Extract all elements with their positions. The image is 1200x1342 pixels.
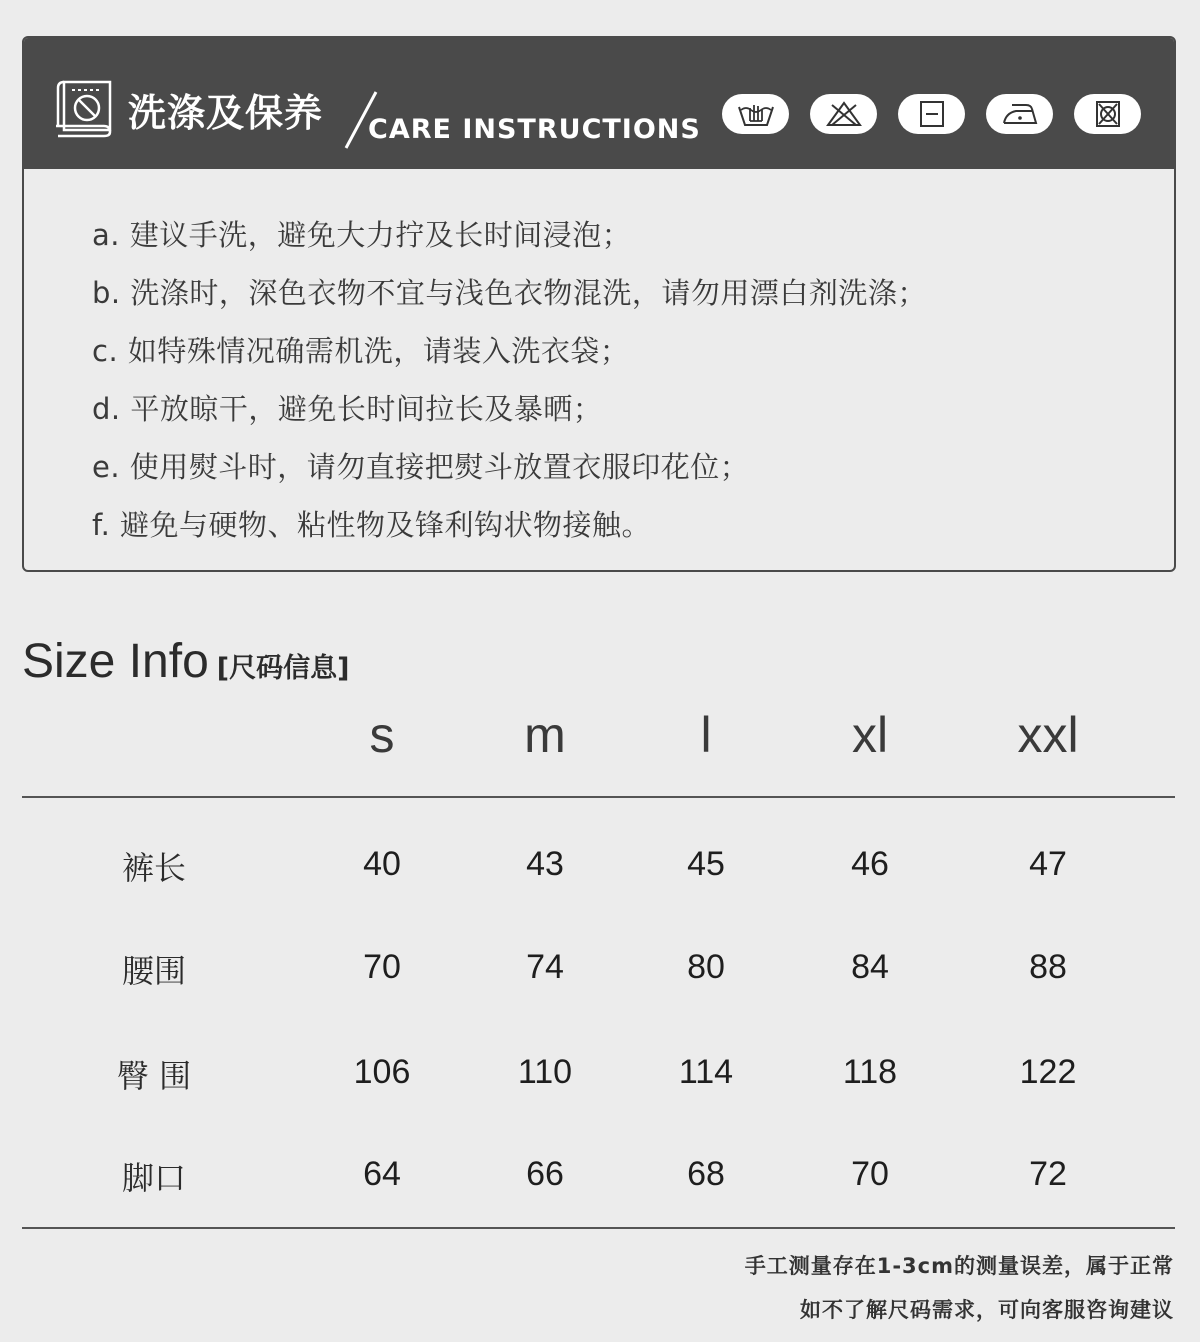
row-label-waist: 腰围: [121, 952, 186, 990]
flat-dry-icon: [898, 94, 965, 134]
care-title-en: CARE INSTRUCTIONS: [368, 114, 701, 145]
row-label-length: 裤长: [121, 849, 186, 887]
table-cell: 114: [678, 1053, 734, 1091]
table-cell: 68: [687, 1155, 725, 1193]
table-cell: 40: [363, 845, 401, 883]
table-cell: 45: [687, 845, 725, 883]
table-cell: 70: [363, 948, 401, 986]
column-header-m: m: [524, 707, 566, 763]
table-cell: 43: [526, 845, 564, 883]
hand-wash-icon: [722, 94, 789, 134]
table-cell: 88: [1029, 948, 1067, 986]
row-label-hip: 臀 围: [116, 1057, 192, 1095]
column-header-s: s: [369, 707, 395, 763]
care-line-f: f. 避免与硬物、粘性物及锋利钩状物接触。: [92, 508, 652, 542]
table-cell: 66: [526, 1155, 564, 1193]
row-label-hem: 脚口: [121, 1159, 186, 1197]
table-cell: 118: [842, 1053, 898, 1091]
care-line-b: b. 洗涤时，深色衣物不宜与浅色衣物混洗，请勿用漂白剂洗涤；: [92, 276, 927, 310]
measurement-note: 手工测量存在1-3cm的测量误差，属于正常: [744, 1254, 1174, 1278]
table-cell: 64: [363, 1155, 401, 1193]
no-tumble-dry-icon: [1074, 94, 1141, 134]
care-symbols: [722, 94, 1141, 134]
column-header-xxl: xxl: [1017, 707, 1079, 763]
column-header-l: l: [700, 707, 712, 763]
column-header-xl: xl: [851, 707, 889, 763]
table-cell: 122: [1019, 1053, 1077, 1091]
no-bleach-icon: [810, 94, 877, 134]
care-line-a: a. 建议手洗，避免大力拧及长时间浸泡；: [92, 218, 632, 252]
consult-note: 如不了解尺码需求，可向客服咨询建议: [800, 1298, 1174, 1322]
table-cell: 47: [1029, 845, 1067, 883]
table-cell: 72: [1029, 1155, 1067, 1193]
care-instructions-list: [92, 206, 927, 554]
table-cell: 74: [526, 948, 564, 986]
wash-label-icon: [50, 74, 120, 140]
care-line-d: d. 平放晾干，避免长时间拉长及暴晒；: [92, 392, 603, 426]
care-instructions-panel: [22, 36, 1176, 572]
table-top-divider: [22, 796, 1175, 798]
size-info-title-zh: [尺码信息]: [216, 653, 350, 684]
care-line-e: e. 使用熨斗时，请勿直接把熨斗放置衣服印花位；: [92, 450, 750, 484]
low-iron-icon: [986, 94, 1053, 134]
table-cell: 80: [687, 948, 725, 986]
table-cell: 110: [517, 1053, 573, 1091]
care-header: [24, 38, 1174, 169]
care-title-zh: 洗涤及保养: [128, 91, 324, 135]
size-info-title-en: Size Info: [22, 635, 209, 688]
table-cell: 84: [851, 948, 889, 986]
table-bottom-divider: [22, 1227, 1175, 1229]
table-cell: 70: [851, 1155, 889, 1193]
table-cell: 46: [851, 845, 889, 883]
care-line-c: c. 如特殊情况确需机洗，请装入洗衣袋；: [92, 334, 630, 368]
table-cell: 106: [353, 1053, 411, 1091]
size-info-title: [22, 634, 349, 689]
